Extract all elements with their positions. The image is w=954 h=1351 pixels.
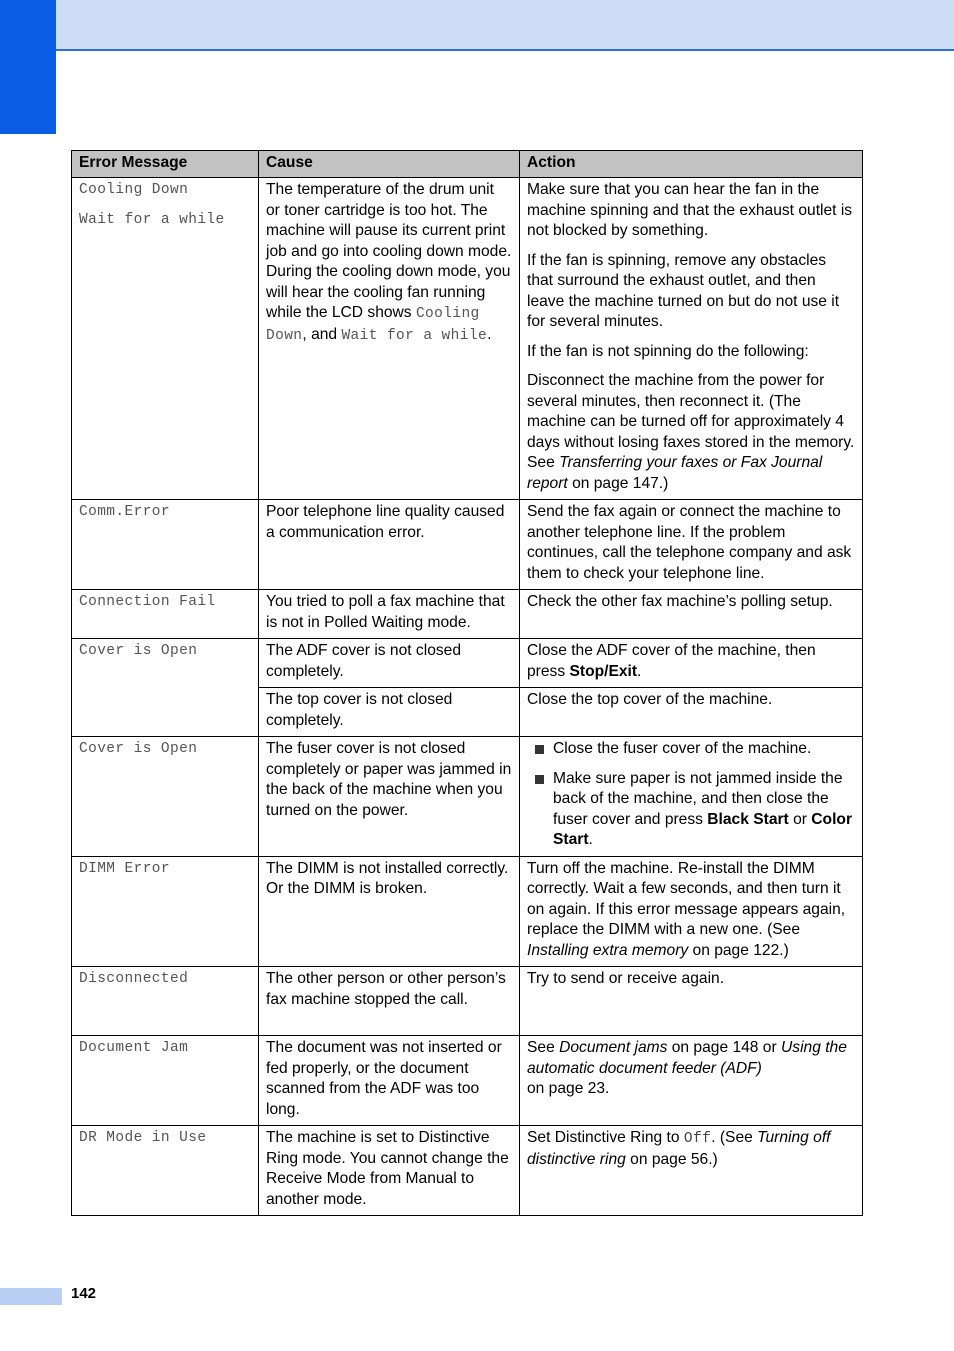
action-cell: Turn off the machine. Re-install the DIMM correctly. Wait a few seconds, and then turn it on again. If this error message appears again, replace the DIMM with a new one. (See Installing extra memory on page 122.) (520, 856, 863, 967)
error-message-cell (72, 1126, 259, 1216)
cross-reference: Using the automatic document feeder (ADF) (527, 1039, 847, 1077)
cross-reference: Transferring your faxes or Fax Journal report (527, 454, 823, 492)
page-number-bar (0, 1288, 62, 1305)
table-row (72, 590, 863, 639)
table-row (72, 500, 863, 590)
action-cell: Close the top cover of the machine. (520, 688, 863, 737)
error-message: Cooling Down (79, 182, 189, 198)
error-message-cell (72, 500, 259, 590)
cause-cell: The DIMM is not installed correctly. Or the DIMM is broken. (259, 856, 520, 967)
action-cell: See Document jams on page 148 or Using the automatic document feeder (ADF) on page 23. (520, 1036, 863, 1126)
bullet-list (527, 739, 855, 851)
error-message: Cover is Open (79, 741, 198, 757)
error-message: DIMM Error (79, 860, 171, 877)
error-message: DR Mode in Use (79, 1130, 207, 1146)
cause-cell: The fuser cover is not closed completely or paper was jammed in the back of the machine when you turned on the power. (259, 737, 520, 857)
error-message-cell (72, 1036, 259, 1126)
error-message: Cover is Open (79, 643, 198, 659)
error-message: Disconnected (79, 971, 189, 987)
cause-cell: The other person or other person’s fax machine stopped the call. (259, 967, 520, 1036)
table-row (72, 967, 863, 1036)
action-cell: Try to send or receive again. (520, 967, 863, 1036)
action-cell (520, 737, 863, 857)
table-row (72, 178, 863, 500)
chapter-tab (0, 0, 56, 134)
table-row (72, 856, 863, 967)
action-cell: Check the other fax machine’s polling setup. (520, 590, 863, 639)
cross-reference: Document jams (559, 1039, 668, 1056)
table-row (72, 639, 863, 688)
cause-cell: The temperature of the drum unit or toner cartridge is too hot. The machine will pause its current print job and go into cooling down mode. During the cooling down mode, you will hear the cooling fan running while the LCD shows Cooling Down, and Wait for a while. (259, 178, 520, 500)
error-message: Comm.Error (79, 504, 171, 520)
error-message: Wait for a while (79, 211, 225, 228)
action-cell: Make sure that you can hear the fan in the machine spinning and that the exhaust outlet is not blocked by something. If the fan is spinning, remove any obstacles that surround the exhaust outlet, and then leave the machine turned on but do not use it for several minutes. If the fan is not spinning do the following: Disconnect the machine from the power for several minutes, then reconnect it. (The machine can be turned off for approximately 4 days without losing faxes stored in the memory. See Transferring your faxes or Fax Journal report on page 147.) (520, 178, 863, 500)
error-message-cell (72, 178, 259, 500)
error-message-cell (72, 856, 259, 967)
list-item: Close the fuser cover of the machine. (553, 739, 855, 760)
error-message-cell (72, 737, 259, 857)
cause-cell: The machine is set to Distinctive Ring mode. You cannot change the Receive Mode from Manual to another mode. (259, 1126, 520, 1216)
cross-reference: Installing extra memory (527, 941, 689, 959)
table-row (72, 1036, 863, 1126)
button-name: Stop/Exit (569, 662, 638, 680)
cause-cell: The top cover is not closed completely. (259, 688, 520, 737)
action-cell: Set Distinctive Ring to Off. (See Turning off distinctive ring on page 56.) (520, 1126, 863, 1216)
table-header-row (72, 151, 863, 178)
square-bullet-icon (535, 745, 544, 754)
header-cause: Cause (259, 151, 520, 178)
action-cell: Send the fax again or connect the machine to another telephone line. If the problem continues, call the telephone company and ask them to check your telephone line. (520, 500, 863, 590)
cross-reference: Turning off distinctive ring (527, 1129, 831, 1168)
error-message-cell (72, 590, 259, 639)
square-bullet-icon (535, 775, 544, 784)
header-action: Action (520, 151, 863, 178)
header-band (0, 0, 954, 51)
cause-cell: Poor telephone line quality caused a communication error. (259, 500, 520, 590)
header-error-message: Error Message (72, 151, 259, 178)
list-item: Make sure paper is not jammed inside the back of the machine, and then close the fuser cover and press Black Start or Color Start. (553, 769, 855, 851)
cause-cell: The ADF cover is not closed completely. (259, 639, 520, 688)
error-message-table (71, 150, 863, 1216)
error-message: Connection Fail (79, 594, 216, 610)
error-message-cell (72, 967, 259, 1036)
page-number: 142 (71, 1285, 97, 1302)
table-row (72, 1126, 863, 1216)
error-message: Document Jam (79, 1040, 189, 1056)
cause-cell: You tried to poll a fax machine that is not in Polled Waiting mode. (259, 590, 520, 639)
cause-cell: The document was not inserted or fed properly, or the document scanned from the ADF was too long. (259, 1036, 520, 1126)
table-row (72, 737, 863, 857)
error-message-cell (72, 639, 259, 737)
action-cell: Close the ADF cover of the machine, then press Stop/Exit. (520, 639, 863, 688)
